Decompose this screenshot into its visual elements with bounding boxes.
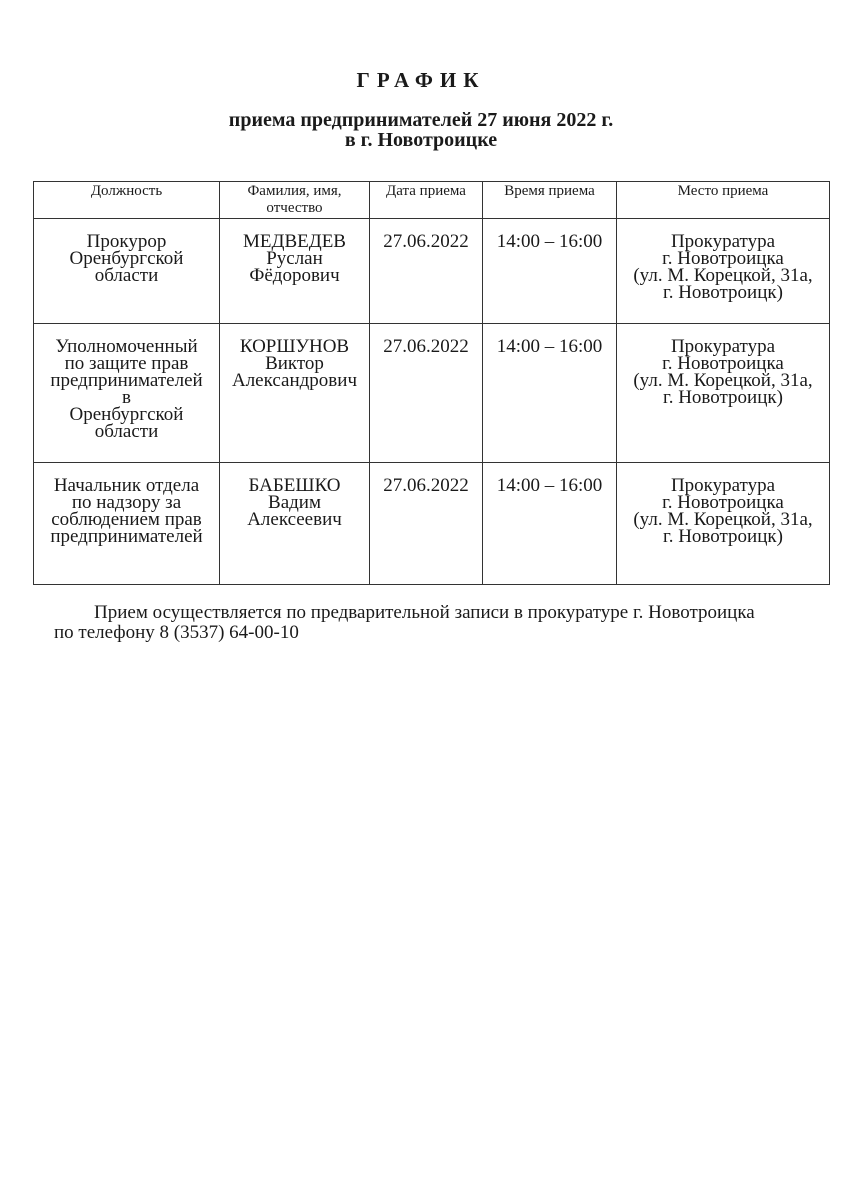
cell-position (34, 463, 220, 585)
place-line: г. Новотроицк) (663, 387, 783, 408)
position-line: соблюдением прав (51, 509, 202, 530)
position-line: предпринимателей (50, 526, 203, 547)
place-line: г. Новотроицка (662, 492, 784, 513)
cell-place (617, 324, 830, 463)
header-place: Место приема (617, 182, 830, 219)
header-time: Время приема (483, 182, 617, 219)
header-position: Должность (34, 182, 220, 219)
header-name-line-2: отчество (266, 200, 323, 216)
appointment-note (50, 603, 830, 643)
cell-time: 14:00 – 16:00 (483, 219, 617, 324)
cell-name (220, 463, 370, 585)
cell-time: 14:00 – 16:00 (483, 463, 617, 585)
place-line: г. Новотроицк) (663, 282, 783, 303)
cell-place (617, 219, 830, 324)
first-name: Руслан (266, 248, 323, 269)
cell-name (220, 219, 370, 324)
document-title: ГРАФИК (356, 68, 486, 92)
subtitle-line-1: приема предпринимателей 27 июня 2022 г. (228, 109, 614, 131)
position-line: Прокурор (86, 231, 167, 252)
position-line: Оренбургской (69, 248, 184, 269)
position-line: в (122, 387, 131, 408)
surname: БАБЕШКО (248, 475, 341, 496)
cell-place (617, 463, 830, 585)
note-line-2: по телефону 8 (3537) 64-00-10 (54, 622, 299, 643)
patronymic: Алексеевич (247, 509, 342, 530)
table-header-row (34, 182, 830, 219)
cell-date: 27.06.2022 (370, 219, 483, 324)
table-row (34, 219, 830, 324)
place-line: Прокуратура (670, 336, 776, 357)
place-line: (ул. М. Корецкой, 31а, (633, 265, 813, 286)
cell-position (34, 324, 220, 463)
header-name-line-1: Фамилия, имя, (247, 183, 342, 199)
header-name (220, 182, 370, 219)
place-line: (ул. М. Корецкой, 31а, (633, 370, 813, 391)
place-line: г. Новотроицк) (663, 526, 783, 547)
position-line: Начальник отдела (53, 475, 200, 496)
first-name: Вадим (268, 492, 321, 513)
place-line: г. Новотроицка (662, 248, 784, 269)
cell-position (34, 219, 220, 324)
position-line: области (94, 421, 159, 442)
document-subtitle (0, 110, 842, 150)
table-row (34, 324, 830, 463)
first-name: Виктор (265, 353, 324, 374)
cell-date: 27.06.2022 (370, 324, 483, 463)
position-line: предпринимателей (50, 370, 203, 391)
position-line: Уполномоченный (55, 336, 198, 357)
patronymic: Александрович (231, 370, 358, 391)
surname: МЕДВЕДЕВ (243, 231, 346, 252)
position-line: по надзору за (71, 492, 182, 513)
position-line: Оренбургской (69, 404, 184, 425)
table-row (34, 463, 830, 585)
schedule-table (33, 181, 830, 585)
place-line: Прокуратура (670, 475, 776, 496)
position-line: по защите прав (64, 353, 189, 374)
place-line: г. Новотроицка (662, 353, 784, 374)
place-line: (ул. М. Корецкой, 31а, (633, 509, 813, 530)
header-date: Дата приема (370, 182, 483, 219)
cell-date: 27.06.2022 (370, 463, 483, 585)
cell-name (220, 324, 370, 463)
position-line: области (94, 265, 159, 286)
patronymic: Фёдорович (249, 265, 340, 286)
subtitle-line-2: в г. Новотроицке (344, 129, 498, 151)
place-line: Прокуратура (670, 231, 776, 252)
surname: КОРШУНОВ (239, 336, 350, 357)
note-line-1: Прием осуществляется по предварительной записи в прокуратуре г. Новотроицка (94, 602, 755, 623)
cell-time: 14:00 – 16:00 (483, 324, 617, 463)
